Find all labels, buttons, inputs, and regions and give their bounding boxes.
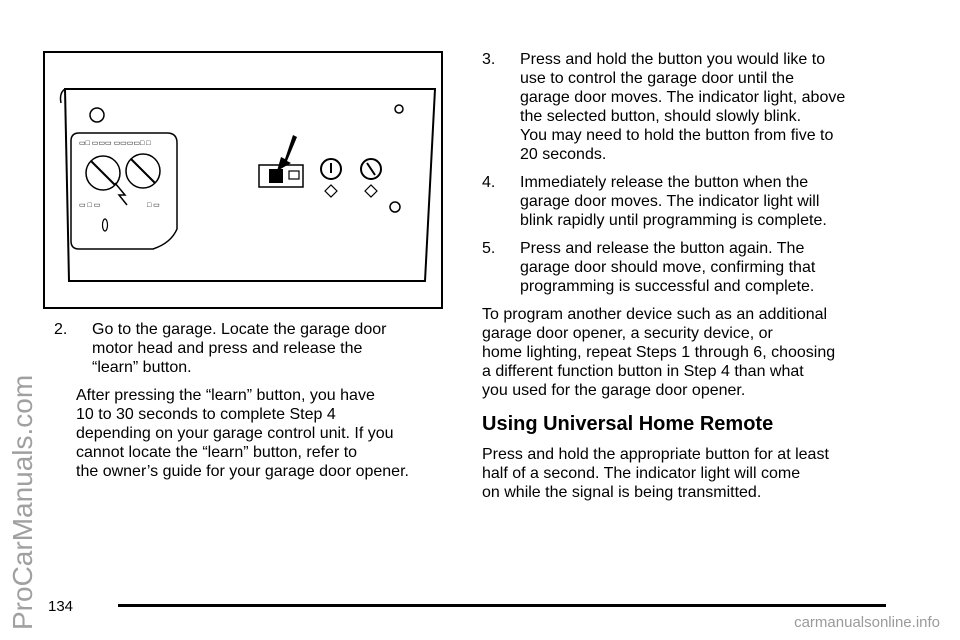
step-3-line: garage door moves. The indicator light, above bbox=[520, 89, 846, 106]
step-2-line: “learn” button. bbox=[92, 359, 192, 376]
watermark-svg bbox=[6, 150, 46, 630]
step-3-line: 20 seconds. bbox=[520, 146, 607, 163]
step-number: 3. bbox=[482, 51, 496, 68]
step-3 bbox=[482, 50, 902, 164]
note-line: After pressing the “learn” button, you have bbox=[76, 387, 375, 404]
step-4-line: blink rapidly until programming is complete. bbox=[520, 212, 827, 229]
indicator-light-icon bbox=[365, 185, 377, 197]
paragraph-line: a different function button in Step 4 than what bbox=[482, 363, 804, 380]
step-4 bbox=[482, 173, 902, 230]
paragraph-line: To program another device such as an additional bbox=[482, 306, 828, 323]
footer-site-watermark: carmanualsonline.info bbox=[794, 614, 940, 631]
step-number: 5. bbox=[482, 240, 496, 257]
step-3-line: the selected button, should slowly blink. bbox=[520, 108, 802, 125]
left-column bbox=[54, 320, 454, 481]
step-2-note bbox=[54, 386, 454, 481]
panel-code-left: ▭ □ ▭ bbox=[79, 202, 101, 209]
paragraph-line: on while the signal is being transmitted. bbox=[482, 484, 762, 501]
watermark bbox=[6, 150, 46, 630]
step-5-line: programming is successful and complete. bbox=[520, 278, 815, 295]
step-5-line: Press and release the button again. The bbox=[520, 240, 805, 257]
step-4-line: Immediately release the button when the bbox=[520, 174, 809, 191]
indicator-dot-icon bbox=[390, 202, 400, 212]
footer-rule bbox=[118, 604, 886, 607]
paragraph-line: garage door opener, a security device, or bbox=[482, 325, 773, 342]
panel-code-right: □ ▭ bbox=[147, 202, 160, 209]
page-number: 134 bbox=[48, 598, 74, 615]
paragraph-line: Press and hold the appropriate button for at least bbox=[482, 446, 829, 463]
step-number: 4. bbox=[482, 174, 496, 191]
opener-control-panel bbox=[71, 133, 177, 249]
paragraph-line: half of a second. The indicator light will come bbox=[482, 465, 801, 482]
garage-opener-illustration bbox=[43, 51, 443, 309]
paragraph-line: home lighting, repeat Steps 1 through 6, choosing bbox=[482, 344, 836, 361]
step-5 bbox=[482, 239, 902, 296]
note-line: cannot locate the “learn” button, refer to bbox=[76, 444, 358, 461]
panel-code-top: ▭□ ▭▭▭ ▭▭▭▭□ □ bbox=[79, 140, 151, 147]
right-column bbox=[482, 50, 902, 511]
step-3-line: Press and hold the button you would like to bbox=[520, 51, 826, 68]
illustration-svg bbox=[45, 53, 441, 307]
watermark-text: ProCarManuals.com bbox=[7, 374, 38, 630]
step-number: 2. bbox=[54, 321, 68, 338]
paragraph-line: you used for the garage door opener. bbox=[482, 382, 746, 399]
homelink-buttons bbox=[259, 159, 381, 197]
screw-icon bbox=[395, 105, 403, 113]
step-3-line: use to control the garage door until the bbox=[520, 70, 794, 87]
additional-device-paragraph bbox=[482, 305, 902, 400]
section-heading: Using Universal Home Remote bbox=[482, 413, 774, 435]
step-5-line: garage door should move, confirming that bbox=[520, 259, 816, 276]
remote-usage-paragraph bbox=[482, 445, 902, 502]
note-line: depending on your garage control unit. If you bbox=[76, 425, 394, 442]
note-line: the owner’s guide for your garage door opener. bbox=[76, 463, 409, 480]
step-2-line: motor head and press and release the bbox=[92, 340, 363, 357]
step-3-line: You may need to hold the button from five to bbox=[520, 127, 834, 144]
screw-icon bbox=[90, 108, 104, 122]
indicator-light-icon bbox=[325, 185, 337, 197]
step-2 bbox=[54, 320, 454, 377]
step-4-line: garage door moves. The indicator light will bbox=[520, 193, 820, 210]
step-2-line: Go to the garage. Locate the garage door bbox=[92, 321, 387, 338]
note-line: 10 to 30 seconds to complete Step 4 bbox=[76, 406, 336, 423]
lightning-icon bbox=[115, 183, 127, 205]
